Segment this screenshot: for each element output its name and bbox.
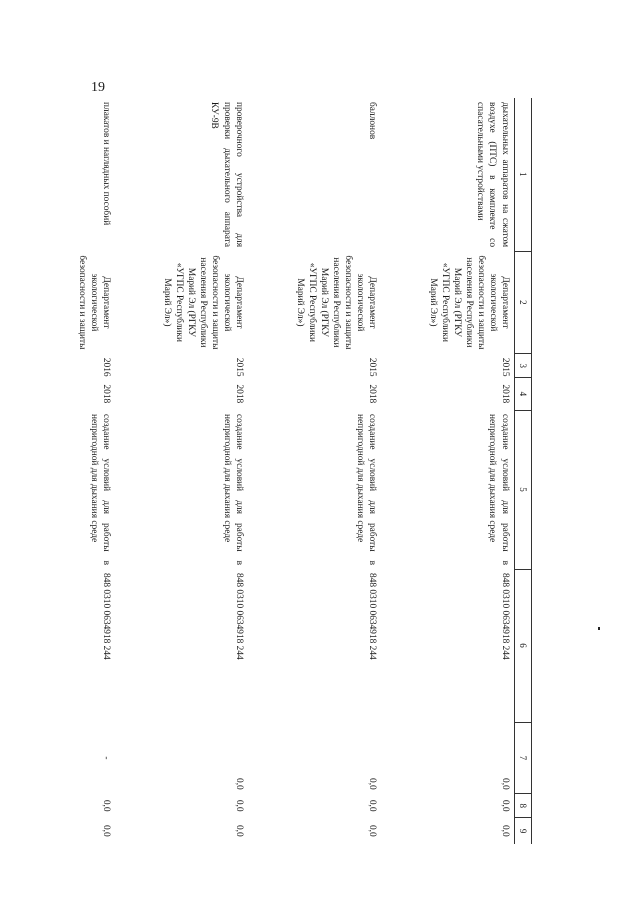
end-year: 2018: [367, 384, 378, 404]
start-year: 2015: [367, 357, 378, 377]
column-number: 2: [515, 251, 532, 354]
column-number: 3: [515, 354, 532, 378]
value-col8: 0,0: [234, 799, 245, 812]
end-year: 2018: [101, 384, 112, 404]
value-col7: 0,0: [500, 778, 510, 790]
end-year: 2018: [234, 384, 245, 404]
value-col7: 0,0: [234, 778, 245, 790]
value-col7: -: [101, 756, 112, 760]
table-row: [382, 98, 515, 844]
start-year: 2015: [234, 357, 245, 377]
value-col9: 0,0: [500, 824, 510, 837]
scan-speck: [598, 627, 600, 630]
table-row: [116, 98, 249, 844]
executor: Департамент экологической безопасности и защиты: [77, 255, 112, 350]
column-number-header-row: [515, 98, 532, 844]
executor: Департамент экологической безопасности и защиты населения Республики Марий Эл (РГКУ «УГПС Республики Марий Эл»): [162, 255, 245, 350]
purpose: создание условий для работы в непригодной для дыхания среде: [88, 414, 112, 565]
column-number: 7: [515, 722, 532, 794]
budget-code: 848 0310 0634918 244: [500, 573, 510, 660]
budget-table: [70, 98, 533, 844]
value-col8: 0,0: [500, 799, 510, 812]
item-name: плакатов и наглядных пособий: [101, 102, 112, 226]
start-year: 2016: [101, 357, 112, 377]
table-row: [70, 98, 116, 844]
executor: Департамент экологической безопасности и защиты населения Республики Марий Эл (РГКУ «УГПС Республики Марий Эл»): [295, 255, 378, 350]
purpose: создание условий для работы в непригодной для дыхания среде: [487, 414, 510, 565]
item-name: баллонов: [367, 102, 378, 140]
budget-code: 848 0310 0634918 244: [367, 573, 378, 660]
column-number: 5: [515, 410, 532, 569]
purpose: создание условий для работы в непригодной для дыхания среде: [221, 414, 245, 565]
end-year: 2018: [500, 384, 510, 404]
column-number: 6: [515, 569, 532, 722]
value-col9: 0,0: [234, 824, 245, 837]
value-col9: 0,0: [101, 824, 112, 837]
executor: Департамент экологической безопасности и защиты населения Республики Марий Эл (РГКУ «УГПС Республики Марий Эл»): [428, 255, 510, 350]
budget-code: 848 0310 0634918 244: [234, 573, 245, 660]
value-col7: 0,0: [367, 778, 378, 790]
value-col8: 0,0: [367, 799, 378, 812]
column-number: 4: [515, 378, 532, 410]
table-row: [249, 98, 382, 844]
purpose: создание условий для работы в непригодной для дыхания среде: [354, 414, 378, 565]
item-name: дыхательных аппаратов на сжатом воздухе (ПТС) в комплекте со спасательными устройствами: [474, 102, 510, 248]
budget-code: 848 0310 0634918 244: [101, 573, 112, 660]
value-col8: 0,0: [101, 799, 112, 812]
value-col9: 0,0: [367, 824, 378, 837]
item-name: проверочного устройства для проверки дыхательного аппарата КУ-9В: [209, 102, 245, 248]
column-number: 8: [515, 794, 532, 818]
column-number: 1: [515, 98, 532, 251]
page-number: 19: [91, 80, 105, 95]
rotated-table-container: [77, 98, 532, 844]
column-number: 9: [515, 818, 532, 844]
start-year: 2015: [500, 357, 510, 377]
